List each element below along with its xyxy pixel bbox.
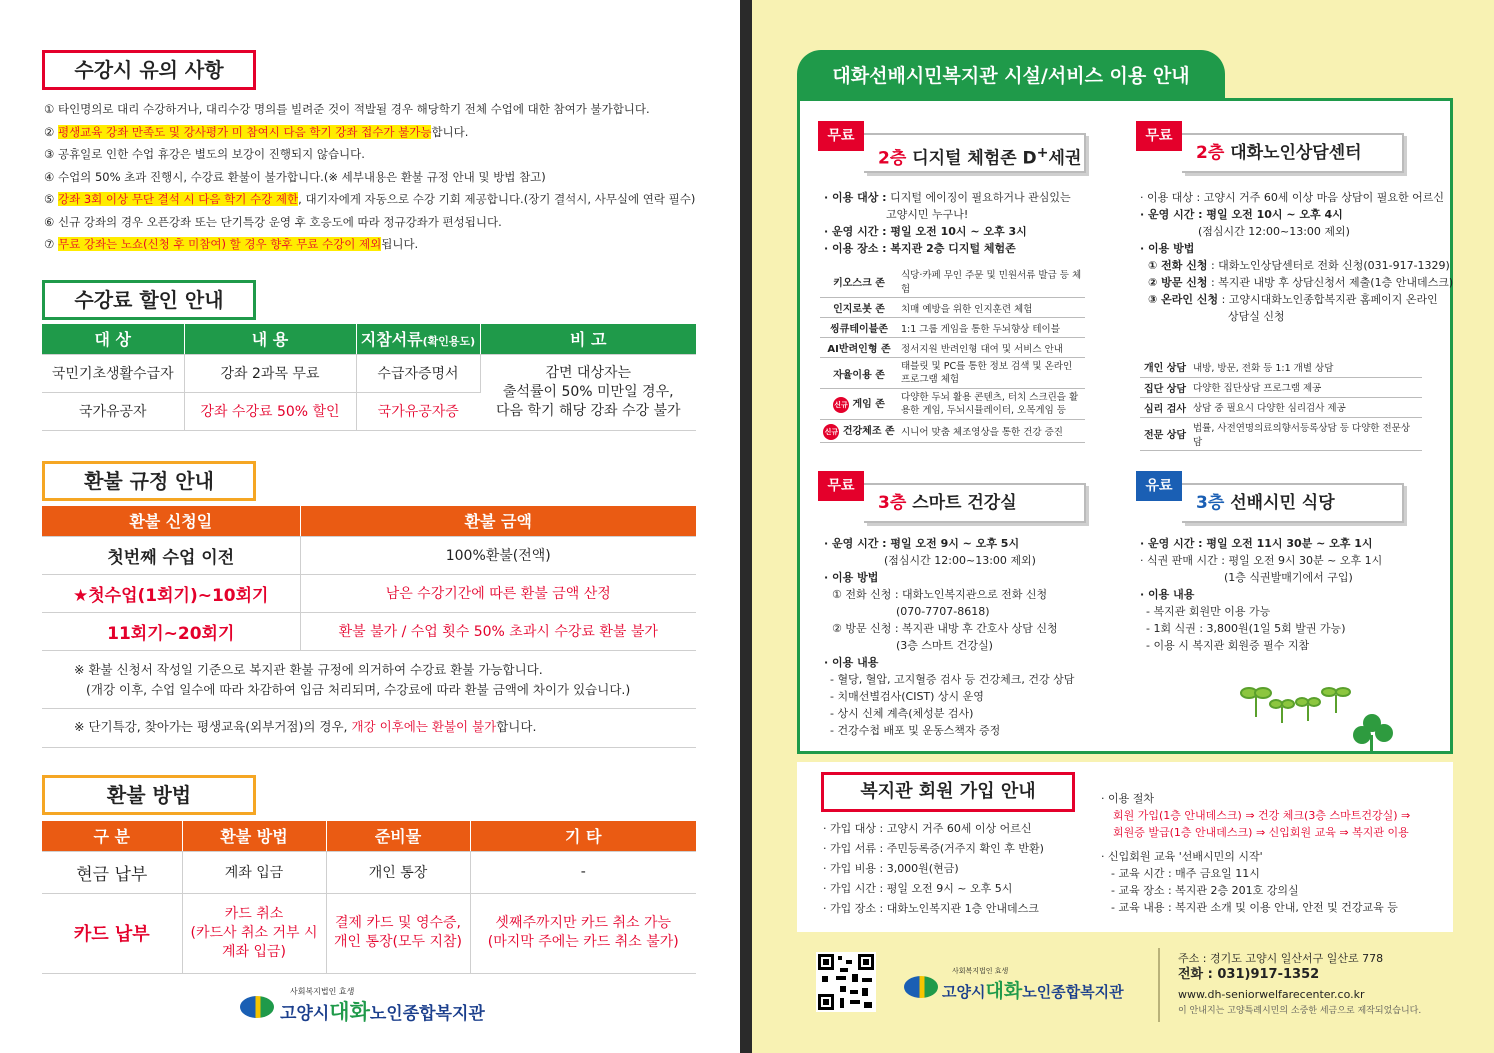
notice-item: ④ 수업의 50% 초과 진행시, 수강료 환불이 불가합니다.(※ 세부내용은 환불 규정 안내 및 방법 참고): [44, 169, 546, 184]
notice-item: ② 평생교육 강좌 만족도 및 강사평가 미 참여시 다음 학기 강좌 접수가 불가능합니다.: [44, 124, 469, 139]
discount-title: 수강료 할인 안내: [42, 280, 256, 320]
refund-rule-table: [42, 506, 696, 651]
notice-title: 수강시 유의 사항: [42, 50, 256, 90]
counsel-m1: ① 전화 신청 : 대화노인상담센터로 전화 신청(031-917-1329): [1148, 259, 1450, 272]
zone-row: 신규 게임 존 다양한 두뇌 활용 콘텐츠, 터치 스크린을 활용한 게임, 두뇌시뮬레이터, 오목게임 등: [820, 389, 1085, 420]
right-tab-title: 대화선배시민복지관 시설/서비스 이용 안내: [797, 50, 1225, 102]
free-badge: 무료: [1136, 121, 1182, 151]
table-cell: 남은 수강기간에 따른 환불 금액 산정: [300, 574, 696, 612]
logo-name: 고양시대화노인종합복지관: [942, 980, 1124, 1002]
sprout-illustration: [1236, 677, 1406, 753]
refund-method-title: 환불 방법: [42, 775, 256, 815]
refund-note: ※ 단기특강, 찾아가는 평생교육(외부거점)의 경우, 개강 이후에는 환불이 불가합니다.: [74, 719, 537, 734]
cafeteria-title: 3층 선배시민 식당: [1182, 483, 1404, 523]
table-cell: 결제 카드 및 영수증, 개인 통장(모두 지참): [326, 893, 470, 973]
table-cell: 개인 통장: [326, 851, 470, 893]
zone-row: 인지로봇 존 치매 예방을 위한 인지훈련 체험: [820, 298, 1085, 318]
left-page: [0, 0, 740, 1053]
zone-row: 자율이용 존 태블릿 및 PC를 통한 정보 검색 및 온라인 프로그램 체험: [820, 358, 1085, 389]
footer-phone[interactable]: 전화 : 031)917-1352: [1178, 967, 1320, 982]
logo-subtitle: 사회복지법인 효생: [290, 987, 355, 996]
col-header: 구 분: [42, 821, 182, 851]
qr-code-icon[interactable]: [816, 952, 876, 1012]
refund-note: ※ 환불 신청서 작성일 기준으로 복지관 환불 규정에 의거하여 수강료 환불 가능합니다.: [74, 662, 543, 677]
right-footer: [752, 940, 1494, 1053]
notice-item: ⑦ 무료 강좌는 노쇼(신청 후 미참여) 할 경우 향후 무료 수강이 제외됩니다.: [44, 237, 419, 251]
counsel-type-table: [1140, 357, 1422, 451]
paid-badge: 유료: [1136, 471, 1182, 501]
table-cell: 첫번째 수업 이전: [42, 536, 300, 574]
zone-table: [820, 265, 1085, 443]
service-panel: 무료 2층 디지털 체험존 D+세권 · 이용 대상 : 디지털 에이징이 필요하거나 관심있는 고양시민 누구나! · 운영 시간 : 평일 오전 10시 ~ 오후 3시 · 이용 장소 : 복지관 2층 디지털 체험존 키오스크 존 식당·카페 무인 주문 및 민원서류 발급 등 체험 인지로봇 존 치매 예방을 위한 인지훈련 체험 씽큐테이블존 1:1 그룹 게임을 통한 두뇌향상 테이블 AI반려인형 존 정서지원 반려인형 대여 및 서비스 안내 자율이용 존 태블릿 및 PC를 통한 정보 검색 및 온라인 프로그램 체험 신규 게임 존 다양한 두뇌 활용 콘텐츠, 터치 스크린을 활용한 게임, 두뇌시뮬레이터, 오목게임 등 신규 건강체조 존 시니어 맞춤 체조영상을 통한 건강 증진 무료 2층 대화노인상담센터 · 이용 대상 : 고양시 거주 60세 이상 마음 상담이 필요한 어르신 · 운영 시간 : 평일 오전 10시 ~ 오후 4시 (점심시간 12:00~13:00 제외) · 이용 방법 ① 전화 신청 : 대화노인상담센터로 전화 신청(031-917-1329) ② 방문 신청 : 복지관 내방 후 상담신청서 제출(1층 안내데스크) ③ 온라인 신청 : 고양시대화노인종합복지관 홈페이지 온라인 상담실 신청 개인 상담 내방, 방문, 전화 등 1:1 개별 상담 집단 상담 다양한 집단상담 프로그램 제공 심리 검사 상담 중 필요시 다양한 심리검사 제공 전문 상담 법률, 사전연명의료의향서등록상담 등 다양한 전문상담 무료 3층 스마트 건강실 · 운영 시간 : 평일 오전 9시 ~ 오후 5시 (점심시간 12:00~13:00 제외) · 이용 방법 ① 전화 신청 : 대화노인복지관으로 전화 신청 (070-7707-8618) ② 방문 신청 : 복지관 내방 후 간호사 상담 신청 (3층 스마트 건강실) · 이용 내용 - 혈당, 혈압, 고지혈증 검사 등 건강체크, 건강 상담 - 치매선별검사(CIST) 상시 운영 - 상시 신체 계측(체성분 검사) - 건강수첩 배포 및 운동스책자 증정 유료 3층 선배시민 식당 · 운영 시간 : 평일 오전 11시 30분 ~ 오후 1시 · 식권 판매 시간 : 평일 오전 9시 30분 ~ 오후 1시 (1층 식권발매기에서 구입) · 이용 내용 - 복지관 회원만 이용 가능 - 1회 식권 : 3,800원(1일 5회 발권 가능) - 이용 시 복지관 회원증 필수 지참: [797, 98, 1453, 754]
divider: [42, 708, 696, 709]
table-cell: 카드 납부: [42, 893, 182, 973]
notice-item: ⑤ 강좌 3회 이상 무단 결석 시 다음 학기 수강 제한, 대기자에게 자동으로 수강 기회 제공합니다.(장기 결석시, 사무실에 연락 필수): [44, 192, 696, 206]
zone-row: AI반려인형 존 정서지원 반려인형 대여 및 서비스 안내: [820, 338, 1085, 358]
footer-address: 주소 : 경기도 고양시 일산서구 일산로 778: [1178, 952, 1384, 965]
col-header: 환불 신청일: [42, 506, 300, 536]
member-box: 복지관 회원 가입 안내 · 가입 대상 : 고양시 거주 60세 이상 어르신 · 가입 서류 : 주민등록증(거주지 확인 후 반환) · 가입 비용 : 3,000원(현금) · 가입 시간 : 평일 오전 9시 ~ 오후 5시 · 가입 장소 : 대화노인복지관 1층 안내데스크 · 이용 절차 회원 가입(1층 안내데스크) ⇒ 건강 체크(3층 스마트건강실) ⇒ 회원증 발급(1층 안내데스크) ⇒ 신입회원 교육 ⇒ 복지관 이용 · 신입회원 교육 '선배시민의 시작' - 교육 시간 : 매주 금요일 11시 - 교육 장소 : 복지관 2층 201호 강의실 - 교육 내용 : 복지관 소개 및 이용 안내, 안전 및 건강교육 등: [797, 762, 1453, 932]
table-cell: 셋째주까지만 카드 취소 가능 (마지막 주에는 카드 취소 불가): [470, 893, 696, 973]
table-cell: 강좌 2과목 무료: [184, 354, 356, 392]
col-header: 준비물: [326, 821, 470, 851]
counsel-m3b: 상담실 신청: [1228, 310, 1285, 323]
notice-item: ⑥ 신규 강좌의 경우 오픈강좌 또는 단기특강 운영 후 호응도에 따라 정규강좌가 편성됩니다.: [44, 214, 502, 229]
refund-method-table: [42, 821, 696, 974]
zone-row: 신규 건강체조 존 시니어 맞춤 체조영상을 통한 건강 증진: [820, 420, 1085, 443]
refund-note: (개강 이후, 수업 일수에 따라 차감하여 입금 처리되며, 수강료에 따라 환불 금액에 차이가 있습니다.): [86, 682, 631, 697]
divider: [42, 747, 696, 748]
digital-target2: 고양시민 누구나!: [886, 208, 969, 221]
table-cell: 국가유공자증: [356, 392, 480, 430]
new-badge: 신규: [823, 424, 839, 440]
table-cell: 환불 불가 / 수업 횟수 50% 초과시 수강료 환불 불가: [300, 612, 696, 650]
table-cell: 100%환불(전액): [300, 536, 696, 574]
page-divider: [740, 0, 752, 1053]
counsel-lunch: (점심시간 12:00~13:00 제외): [1198, 225, 1350, 238]
new-badge: 신규: [833, 397, 849, 413]
digital-title: 2층 디지털 체험존 D+세권: [864, 133, 1086, 173]
counsel-type-row: 집단 상담 다양한 집단상담 프로그램 제공: [1140, 377, 1422, 397]
notice-item: ① 타인명의로 대리 수강하거나, 대리수강 명의를 빌려준 것이 적발될 경우 해당학기 전체 수업에 대한 참여가 불가합니다.: [44, 102, 650, 116]
logo-subtitle: 사회복지법인 효생: [952, 967, 1009, 975]
counsel-type-row: 심리 검사 상담 중 필요시 다양한 심리검사 제공: [1140, 397, 1422, 417]
counsel-title: 2층 대화노인상담센터: [1182, 133, 1404, 173]
footer-website[interactable]: www.dh-seniorwelfarecenter.co.kr: [1178, 988, 1365, 1001]
col-header: 내 용: [184, 324, 356, 354]
discount-table: [42, 324, 696, 431]
table-cell: -: [470, 851, 696, 893]
remark-cell: 감면 대상자는 출석률이 50% 미만일 경우, 다음 학기 해당 강좌 수강 불가: [480, 354, 696, 430]
table-cell: 카드 취소 (카드사 취소 거부 시 계좌 입금): [182, 893, 326, 973]
refund-rule-title: 환불 규정 안내: [42, 461, 256, 501]
table-cell: 국민기초생활수급자: [42, 354, 184, 392]
counsel-type-row: 전문 상담 법률, 사전연명의료의향서등록상담 등 다양한 전문상담: [1140, 417, 1422, 450]
zone-row: 키오스크 존 식당·카페 무인 주문 및 민원서류 발급 등 체험: [820, 265, 1085, 298]
counsel-type-row: 개인 상담 내방, 방문, 전화 등 1:1 개별 상담: [1140, 357, 1422, 377]
digital-target: · 이용 대상 : 디지털 에이징이 필요하거나 관심있는: [824, 191, 1071, 204]
col-header: 지참서류(확인용도): [356, 324, 480, 354]
logo-name: 고양시대화노인종합복지관: [280, 1000, 485, 1024]
notice-item: ③ 공휴일로 인한 수업 휴강은 별도의 보강이 진행되지 않습니다.: [44, 147, 365, 161]
counsel-time: · 운영 시간 : 평일 오전 10시 ~ 오후 4시: [1140, 208, 1343, 221]
health-title: 3층 스마트 건강실: [864, 483, 1086, 523]
table-cell: 계좌 입금: [182, 851, 326, 893]
zone-row: 씽큐테이블존 1:1 그룹 게임을 통한 두뇌향상 테이블: [820, 318, 1085, 338]
footer-tax-note: 이 안내지는 고양특례시민의 소중한 세금으로 제작되었습니다.: [1178, 1006, 1422, 1016]
col-header: 비 고: [480, 324, 696, 354]
col-header: 환불 방법: [182, 821, 326, 851]
digital-time: · 운영 시간 : 평일 오전 10시 ~ 오후 3시: [824, 225, 1027, 238]
col-header: 기 타: [470, 821, 696, 851]
counsel-m2: ② 방문 신청 : 복지관 내방 후 상담신청서 제출(1층 안내데스크): [1148, 276, 1454, 289]
logo-icon: [904, 976, 938, 998]
counsel-method: · 이용 방법: [1140, 242, 1195, 255]
logo: [240, 986, 510, 1022]
free-badge: 무료: [818, 471, 864, 501]
table-cell: ★첫수업(1회기)~10회기: [42, 574, 300, 612]
logo: [904, 964, 1144, 1004]
col-header: 대 상: [42, 324, 184, 354]
member-title: 복지관 회원 가입 안내: [821, 772, 1075, 812]
table-cell: 국가유공자: [42, 392, 184, 430]
table-cell: 현금 납부: [42, 851, 182, 893]
table-cell: 11회기~20회기: [42, 612, 300, 650]
counsel-m3: ③ 온라인 신청 : 고양시대화노인종합복지관 홈페이지 온라인: [1148, 293, 1438, 306]
col-header: 환불 금액: [300, 506, 696, 536]
table-cell: 수급자증명서: [356, 354, 480, 392]
footer-divider: [1158, 948, 1160, 1022]
logo-icon: [240, 996, 274, 1018]
digital-place: · 이용 장소 : 복지관 2층 디지털 체험존: [824, 242, 1016, 255]
counsel-target: · 이용 대상 : 고양시 거주 60세 이상 마음 상담이 필요한 어르신: [1140, 191, 1445, 204]
table-cell: 강좌 수강료 50% 할인: [184, 392, 356, 430]
notice-list: [44, 98, 724, 256]
free-badge: 무료: [818, 121, 864, 151]
